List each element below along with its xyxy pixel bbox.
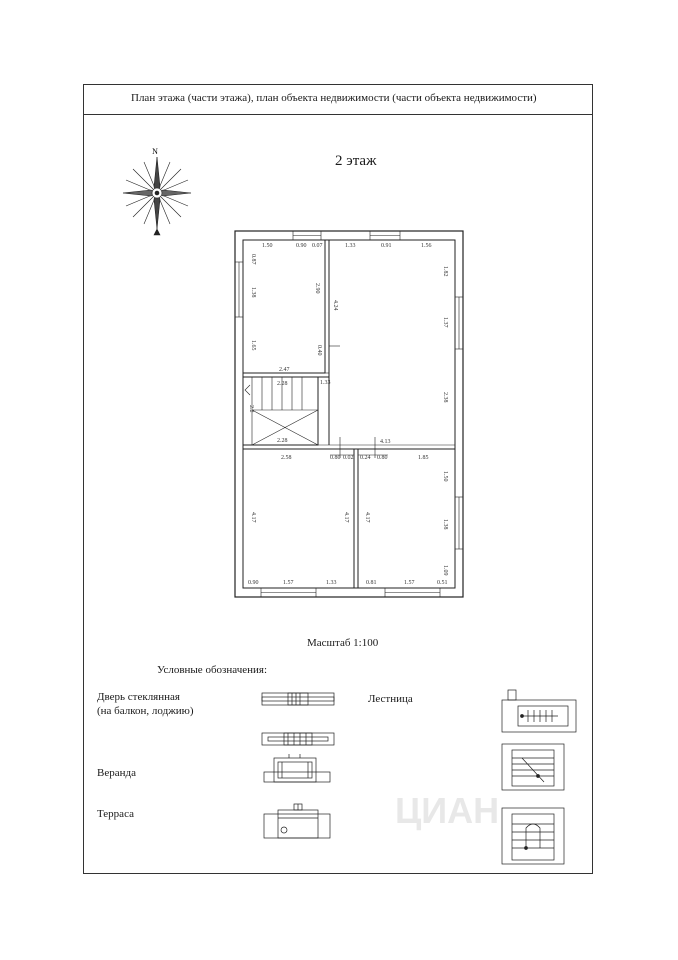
dim-label: 2.28 (277, 438, 288, 444)
compass-north-label: N (152, 147, 158, 156)
staircase-symbol-icon (496, 688, 580, 873)
inner-wall (243, 240, 455, 588)
dim-label: 0.81 (366, 580, 377, 586)
dim-label: 0.90 (296, 243, 307, 249)
watermark: ЦИАН (395, 790, 500, 831)
dim-label: 0.90 (248, 580, 259, 586)
dim-label: 2.38 (442, 392, 448, 403)
dim-label: 0.24 (360, 455, 371, 461)
scale-label: Масштаб 1:100 (307, 637, 379, 649)
dim-label: 0.07 (312, 243, 323, 249)
sheet-title: План этажа (части этажа), план объекта недвижимости (части объекта недвижимости) (131, 92, 537, 104)
dim-label: 0.02 (343, 455, 354, 461)
dim-label: 0.40 (316, 345, 322, 356)
dim-label: 1.85 (418, 455, 429, 461)
dim-label: 1.38 (442, 519, 448, 530)
terrace-symbol-icon (262, 802, 332, 844)
room-3 (243, 449, 354, 588)
dim-label: 0.80 (377, 455, 388, 461)
dim-label: 1.56 (421, 243, 432, 249)
dim-label: 2.2 (248, 405, 254, 413)
dim-label: 1.33 (320, 380, 331, 386)
dim-label: 2.28 (277, 381, 288, 387)
dim-label: 0.80 (330, 455, 341, 461)
dim-label: 2.47 (279, 367, 290, 373)
dim-label: 4.17 (364, 512, 370, 523)
dim-label: 4.24 (332, 300, 338, 311)
glass-door-symbol-icon (258, 690, 338, 750)
outer-wall (235, 231, 463, 597)
partition-wall (325, 240, 329, 373)
dim-label: 0.51 (437, 580, 448, 586)
legend-terrace-label: Терраса (97, 808, 134, 820)
dim-label: 0.91 (381, 243, 392, 249)
dim-label: 1.37 (442, 317, 448, 328)
dim-label: 4.17 (250, 512, 256, 523)
dim-label: 1.09 (442, 565, 448, 576)
floor-plan (230, 225, 470, 600)
stair-arrow-icon (245, 385, 250, 395)
dim-label: 1.38 (250, 287, 256, 298)
dim-label: 4.13 (380, 439, 391, 445)
dim-label: 4.17 (343, 512, 349, 523)
dim-label: 1.33 (326, 580, 337, 586)
stair-steps (252, 377, 318, 445)
legend-title: Условные обозначения: (157, 664, 268, 676)
dim-label: 1.33 (345, 243, 356, 249)
legend-glass-door-label: Дверь стеклянная (на балкон, лоджию) (97, 691, 194, 717)
dim-label: 1.50 (442, 471, 448, 482)
dim-label: 1.65 (250, 340, 256, 351)
dim-label: 1.50 (262, 243, 273, 249)
dim-label: 1.57 (283, 580, 294, 586)
legend-staircase-label: Лестница (368, 693, 413, 705)
dim-label: 2.90 (314, 283, 320, 294)
room-4 (358, 449, 455, 588)
dim-label: 0.87 (250, 254, 256, 265)
floor-title: 2 этаж (335, 153, 377, 169)
dim-label: 2.58 (281, 455, 292, 461)
legend-veranda-label: Веранда (97, 767, 136, 779)
windows (235, 231, 463, 597)
compass-rose-icon (120, 145, 194, 239)
dim-label: 1.82 (442, 266, 448, 277)
sheet-header (83, 84, 593, 115)
veranda-symbol-icon (262, 752, 332, 792)
dim-label: 1.57 (404, 580, 415, 586)
